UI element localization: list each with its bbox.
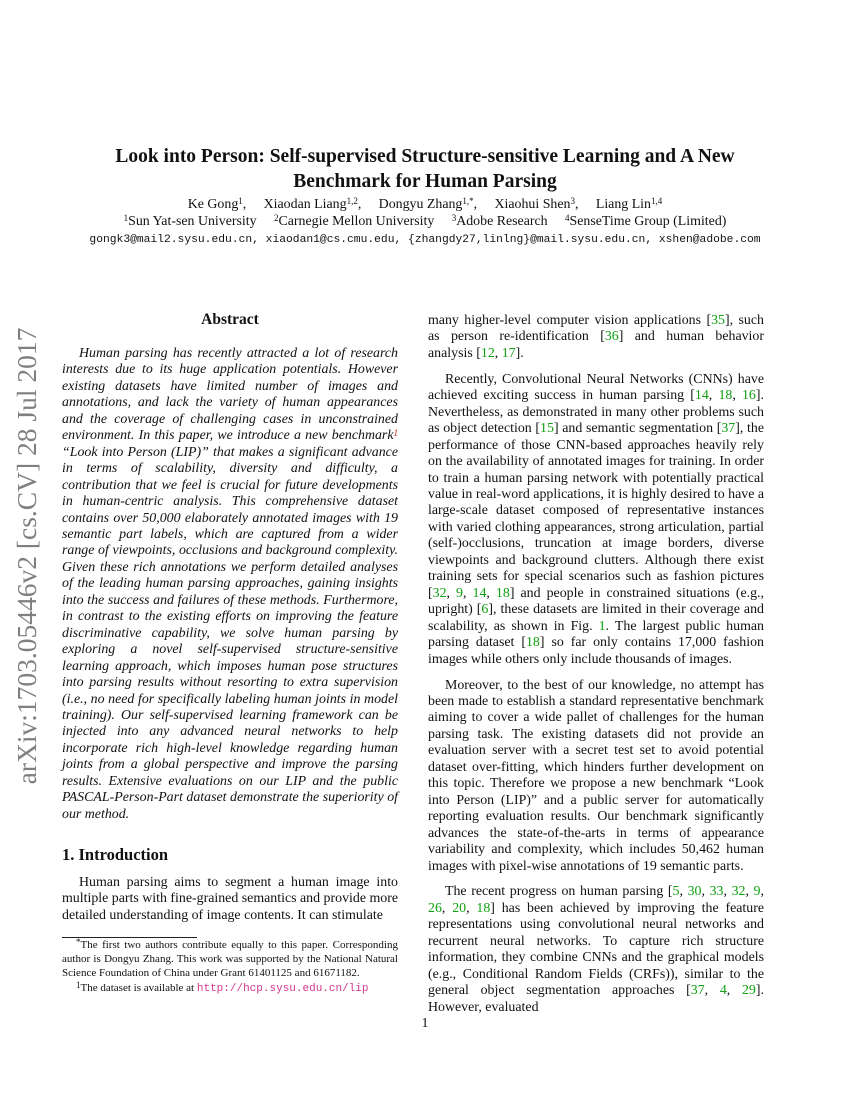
paragraph-text: . — [520, 345, 524, 361]
citation-link[interactable]: 32 — [432, 585, 447, 601]
affiliation-superscript: 3 — [451, 213, 457, 223]
footnote-marker[interactable]: 1 — [393, 428, 398, 439]
paragraph-text: and human behavior analysis — [428, 329, 764, 361]
footnote-text: The first two authors contribute equally to this paper. Corresponding author is Dongyu Zhang. This work was supported by the National Natural Science Foundation of China under Grant 61401125 and 61671182. — [62, 939, 398, 980]
author-name: Xiaohui Shen — [494, 197, 571, 212]
citation-link[interactable]: 4 — [719, 983, 727, 999]
paragraph-text: Moreover, to the best of our knowledge, no attempt has been made to establish a standard representative benchmark aiming to cover a wide pallet of challenges for the human parsing task. The existing datasets did not provide an evaluation server with a secret test set to avoid potential dataset over-fitting, which hinders further development on this topic. Therefore we propose a new benchmark “Look into Person (LIP)” and a public server for automatically reporting evaluation results. Our benchmark significantly advances the state-of-the-arts in terms of appearance variability and complexity, which includes 50,462 human images with pixel-wise annotations of 19 semantic parts. — [428, 677, 764, 874]
paragraph — [62, 346, 398, 823]
affiliation-name: Sun Yat-sen University — [128, 214, 257, 229]
paragraph-text: Recently, Convolutional Neural Networks (CNNs) have achieved exciting success in human parsing — [428, 371, 764, 404]
title-line-2: Benchmark for Human Parsing — [293, 171, 557, 192]
author-superscript: 1,4 — [651, 196, 663, 206]
introduction-body — [62, 875, 398, 924]
citation-link[interactable]: 18 — [718, 388, 733, 404]
author-name: Ke Gong — [187, 197, 239, 212]
paragraph-text: The recent progress on human parsing — [445, 884, 668, 900]
paragraph-text: and semantic segmentation — [558, 421, 717, 437]
author-superscript: 1,* — [462, 196, 474, 206]
paper-title — [80, 144, 770, 194]
paragraph-text: “Look into Person (LIP)” that makes a significant advance in terms of scalability, diversity and difficulty, a contribution that we feel is crucial for future developments in human-centric analysis. This comprehensive dataset contains over 50,000 elaborately annotated images with 19 semantic part labels, which are captured from a wider range of viewpoints, occlusions and background complexity. Given these rich annotations we perform detailed analyses of the leading human parsing approaches, gaining insights into the success and failures of these methods. Furthermore, in contrast to the existing efforts on improving the feature discriminative capability, we solve human parsing by exploring a novel self-supervised structure-sensitive learning approach, which imposes human pose structures into parsing results without resorting to extra supervision (i.e., no need for specifically labeling human joints in model training). Our self-supervised learning framework can be injected into any advanced neural networks to help incorporate rich high-level knowledge regarding human joints from a global perspective and improve the parsing results. Extensive evaluations on our LIP and the public PASCAL-Person-Part dataset demonstrate the superiority of our method. — [62, 444, 398, 822]
citation-link[interactable]: 33 — [709, 884, 724, 900]
abstract-heading: Abstract — [201, 311, 259, 328]
footnote — [62, 938, 398, 981]
author-superscript: 1 — [238, 196, 243, 206]
citation-link[interactable]: 9 — [753, 884, 761, 900]
author-name: Liang Lin — [595, 197, 651, 212]
citation-link[interactable]: 6 — [481, 602, 489, 618]
footnote-text: The dataset is available at — [80, 981, 197, 994]
affiliation-superscript: 2 — [273, 213, 279, 223]
citation-link[interactable]: 18 — [495, 585, 510, 601]
citation-link[interactable]: 37 — [690, 983, 705, 999]
footnote-mark: * — [76, 937, 81, 947]
figure-link[interactable]: 1 — [598, 618, 606, 634]
paragraph — [428, 678, 764, 875]
citation-link[interactable]: 18 — [476, 900, 491, 916]
citation-link[interactable]: 36 — [604, 329, 619, 345]
citation-link[interactable]: 20 — [452, 900, 467, 916]
right-column-body — [428, 313, 764, 1016]
citation-link[interactable]: 14 — [694, 388, 709, 404]
page-number: 1 — [421, 1016, 429, 1031]
citation-link[interactable]: 29 — [741, 983, 756, 999]
author-emails: gongk3@mail2.sysu.edu.cn, xiaodan1@cs.cmu.edu, {zhangdy27,linlng}@mail.sysu.edu.cn, xshen@adobe.com — [89, 234, 761, 246]
citation-link[interactable]: 32 — [731, 884, 746, 900]
affiliation-superscript: 4 — [565, 213, 570, 223]
dataset-url-link[interactable]: http://hcp.sysu.edu.cn/lip — [196, 982, 369, 995]
citation-link[interactable]: 17 — [501, 345, 516, 361]
footnotes — [62, 938, 398, 996]
author-superscript: 1,2 — [346, 196, 358, 206]
affiliation-name: Carnegie Mellon University — [278, 214, 435, 229]
paragraph-text: , the performance of those CNN-based approaches heavily rely on the availability of annotated images for training. In order to train a human parsing network with potentially practical value in real-word applications, it is highly desired to have a large-scale dataset composed of representative instances with varied clothing appearances, strong articulation, partial (self-)occlusions, truncation at image borders, diverse viewpoints and background clutters. Although there exist training sets for special scenarios such as fashion pictures — [428, 421, 764, 585]
citation-link[interactable]: 30 — [687, 884, 702, 900]
citation-link[interactable]: 9 — [456, 585, 463, 601]
paragraph-text: . Nevertheless, as demonstrated in many other problems such as object detection — [428, 388, 764, 437]
introduction-heading: 1. Introduction — [62, 845, 169, 864]
author-superscript: 3 — [570, 196, 575, 206]
paragraph-text: . The largest public human parsing dataset — [428, 618, 764, 651]
author-name: Dongyu Zhang — [378, 197, 463, 212]
abstract-body — [62, 346, 398, 823]
citation-link[interactable]: 15 — [540, 421, 554, 437]
author-name: Xiaodan Liang — [263, 197, 347, 212]
footnote — [62, 981, 398, 996]
affiliation-superscript: 1 — [123, 213, 129, 223]
author-list: Ke Gong$^1$, Xiaodan Liang$^{1,2}$, Dongyu Zhang$^{1,*}$, Xiaohui Shen$^3$, Liang Lin$^{1,4}$ — [187, 196, 663, 212]
paragraph-text: , such as person re-identification — [428, 313, 764, 345]
citation-link[interactable]: 35 — [711, 313, 725, 328]
paragraph-text: and people in constrained situations (e.g., upright) — [428, 585, 764, 618]
citation-link[interactable]: 5 — [672, 884, 680, 900]
citation-link[interactable]: 16 — [741, 388, 756, 404]
paragraph-text: Human parsing has recently attracted a lot of research interests due to its huge application potentials. However existing datasets have limited number of images and annotations, and lack the variety of human appearances and the coverage of challenging cases in unconstrained environment. In this paper, we introduce a new benchmark — [62, 346, 398, 444]
paragraph-text: has been achieved by improving the feature representations using convolutional neural networks and recurrent neural networks. To capture rich structure information, they combine CNNs and the graphical models (e.g., Conditional Random Fields (CRFs)), similar to the general object segmentation approaches — [428, 900, 764, 999]
paragraph: many higher-level computer vision applications [35], such as person re-identification [36] and human behavior analysis [12, 17]. — [428, 313, 764, 361]
citation-link[interactable]: 18 — [525, 635, 540, 651]
paragraph — [62, 875, 398, 924]
paragraph: Recently, Convolutional Neural Networks (CNNs) have achieved exciting success in human parsing [14, 18, 16]. Nevertheless, as demonstrated in many other problems such as object detection [15] and semantic segmentation [37], the performance of those CNN-based approaches heavily rely on the availability of annotated images for training. In order to train a human parsing network with potentially practical value in real-word applications, it is highly desired to have a large-scale dataset composed of representative instances with varied clothing appearances, strong articulation, partial (self-)occlusions, truncation at image borders, diverse viewpoints and background clutters. Although there exist training sets for special scenarios such as fashion pictures [32, 9, 14, 18] and people in constrained situations (e.g., upright) [6], these datasets are limited in their coverage and scalability, as shown in Fig. 1. The largest public human parsing dataset [18] so far only contains 17,000 fashion images while others only include thousands of images. — [428, 371, 764, 667]
arxiv-identifier: arXiv:1703.05446v2 [cs.CV] 28 Jul 2017 — [11, 327, 42, 785]
paragraph-text: , these datasets are limited in their coverage and scalability, as shown in Fig. — [428, 602, 764, 634]
affiliation-name: SenseTime Group (Limited) — [569, 214, 727, 229]
citation-link[interactable]: 26 — [428, 900, 442, 916]
paragraph-text: Human parsing aims to segment a human image into multiple parts with fine-grained semantics and provide more detailed understanding of image contents. It can stimulate — [62, 875, 398, 923]
paragraph-text: . However, evaluated — [428, 983, 764, 1015]
footnote-mark: 1 — [76, 979, 81, 990]
affiliation-list — [60, 213, 790, 230]
paragraph: The recent progress on human parsing [5, 30, 33, 32, 9, 26, 20, 18] has been achieved by improving the feature representations using convolutional neural networks and recurrent neural networks. To capture rich structure information, they combine CNNs and the graphical models (e.g., Conditional Random Fields (CRFs)), similar to the general object segmentation approaches [37, 4, 29]. However, evaluated — [428, 884, 764, 1015]
paragraph-text: many higher-level computer vision applications — [428, 313, 707, 328]
title-line-1: Look into Person: Self-supervised Structure-sensitive Learning and A New — [115, 146, 735, 167]
citation-link[interactable]: 12 — [480, 345, 495, 361]
affiliation-name: Adobe Research — [456, 214, 548, 229]
paragraph-text: so far only contains 17,000 fashion images while others only include thousands of images. — [428, 635, 764, 667]
citation-link[interactable]: 37 — [721, 421, 736, 437]
citation-link[interactable]: 14 — [472, 585, 487, 601]
